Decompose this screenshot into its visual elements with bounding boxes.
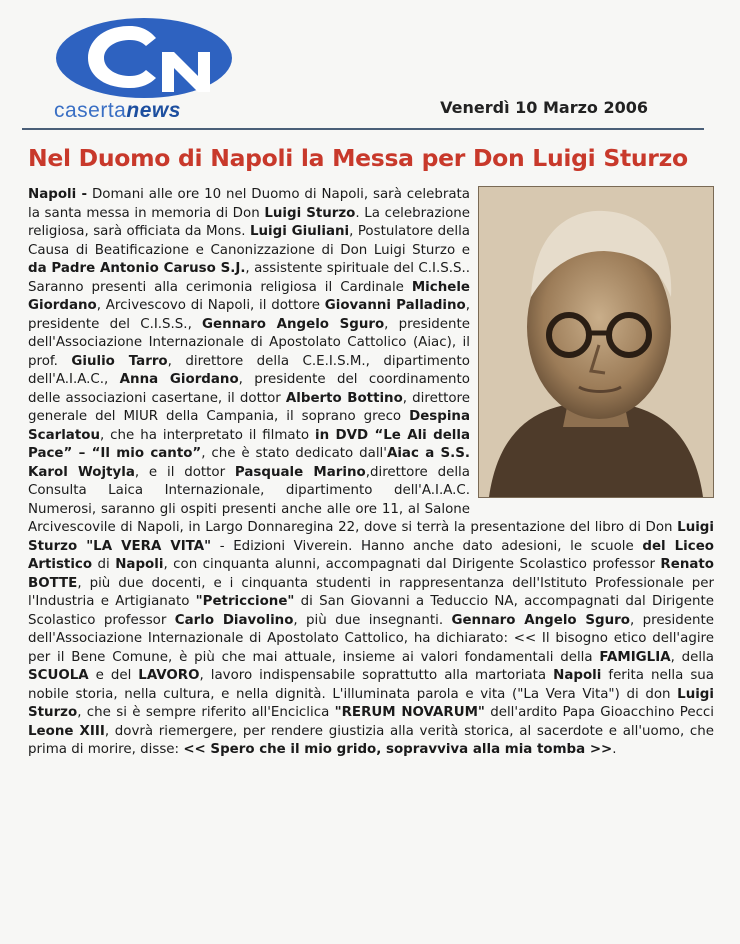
article-span: - Edizioni Viverein. Hanno anche dato adesioni, le scuole (211, 538, 643, 554)
article-span: del Liceo Artistico (28, 538, 714, 572)
article-span: Giulio Tarro (71, 353, 168, 369)
article-span: << Spero che il mio grido, sopravviva alla mia tomba >> (183, 742, 613, 757)
article-span: , dovrà riemergere, per rendere giustizia alla verità storica, al sacerdote e all'uomo, che prima di morire, disse: (28, 723, 714, 757)
cn-logo-icon (52, 12, 252, 102)
article-span: Luigi Sturzo "LA VERA VITA" (28, 520, 714, 554)
article-span: di (92, 557, 116, 572)
article-span: Domani alle ore 10 nel Duomo di Napoli, sarà celebrata la santa messa in memoria di Don (28, 187, 471, 221)
article-span: Napoli (553, 668, 602, 683)
article-span: Luigi Sturzo (28, 686, 714, 720)
article-span: Luigi Sturzo (264, 205, 356, 221)
article-span: Renato BOTTE (28, 557, 714, 591)
issue-date: Venerdì 10 Marzo 2006 (440, 98, 648, 117)
article-span: Luigi Giuliani (249, 224, 350, 239)
article-span: , Postulatore della Causa di Beatificazione e Canonizzazione di Don Luigi Sturzo e (28, 224, 470, 258)
article-span: Napoli - (28, 187, 88, 202)
logo-wordmark (54, 99, 181, 123)
article-span: , che è stato dedicato dall' (201, 446, 387, 461)
article-span: Pasquale Marino (234, 464, 366, 480)
article-span: , più due insegnanti. (293, 612, 452, 628)
article-span: LAVORO (138, 668, 200, 683)
article-span: Aiac a S.S. Karol Wojtyla (28, 446, 470, 480)
article-span: , direttore generale del MIUR della Campania, il soprano greco (28, 390, 470, 424)
logo-word-light: caserta (54, 99, 127, 122)
article-span: , e il dottor (134, 464, 235, 480)
article-headline: Nel Duomo di Napoli la Messa per Don Luigi Sturzo (28, 144, 688, 172)
article-span: di San Giovanni a Teduccio NA, accompagnati dal Dirigente Scolastico professor (28, 594, 714, 628)
article-span: in DVD “Le Ali della Pace” – “Il mio canto” (28, 427, 470, 461)
article-span: Michele Giordano (28, 279, 470, 313)
article-span: Despina Scarlatou (28, 409, 470, 443)
article-span: da Padre Antonio Caruso S.J. (28, 261, 246, 276)
article-span: Anna Giordano (119, 372, 239, 387)
article-body (28, 186, 714, 760)
article-span: Alberto Bottino (285, 390, 403, 406)
article-span: ,direttore della Consulta Laica Internazionale, dipartimento dell'A.I.A.C. Numerosi, saranno gli ospiti presenti anche alle ore 11, al Salone Arcivescovile di Napoli, in Largo Donnaregina 22, dove si terrà la presentazione del libro di Don (28, 464, 678, 535)
article-span: Carlo Diavolino (174, 612, 294, 628)
article-span: , che ha interpretato il filmato (99, 427, 316, 443)
header-divider (22, 128, 704, 130)
article-span: e del (88, 668, 139, 683)
logo-word-bold: news (126, 99, 181, 122)
article-span: , direttore della C.E.I.S.M., dipartimento dell'A.I.A.C., (28, 353, 470, 387)
article-span: , con cinquanta alunni, accompagnati dal Dirigente Scolastico professor (163, 557, 661, 572)
article-span: Gennaro Angelo Sguro (451, 612, 630, 628)
article-span: , lavoro indispensabile soprattutto alla martoriata (199, 668, 554, 683)
article-span: , presidente del C.I.S.S., (28, 298, 470, 332)
article-span: Gennaro Angelo Sguro (202, 316, 385, 332)
article-span: ferita nella sua nobile storia, nella cultura, e nella dignità. L'illuminata parola e vita ("La Vera Vita") di don (28, 668, 715, 702)
article-span: , Arcivescovo di Napoli, il dottore (96, 298, 325, 313)
article-span: FAMIGLIA (599, 649, 671, 665)
article-span: "Petriccione" (195, 594, 295, 609)
article-span: , presidente dell'Associazione Internazionale di Apostolato Cattolico, ha dichiarato: << Il bisogno etico dell'agire per il Bene Comune, è più che mai attuale, insieme ai valori fondamentali della (28, 612, 714, 665)
article-span: dell'ardito Papa Gioacchino Pecci (484, 705, 715, 720)
article-span: , più due docenti, e i cinquanta studenti in rappresentanza dell'Istituto Professionale per l'Industria e Artigianato (28, 575, 714, 609)
article-span: , presidente dell'Associazione Internazionale di Apostolato Cattolico (Aiac), il prof. (28, 316, 470, 369)
article-span: . (612, 742, 617, 757)
article-span: , presidente del coordinamento delle associazioni casertane, il dottor (28, 372, 470, 406)
article-span: , che si è sempre riferito all'Enciclica (77, 705, 335, 720)
article-span: Giovanni Palladino (324, 298, 466, 313)
article-span: Napoli (115, 557, 164, 572)
article-span: "RERUM NOVARUM" (334, 705, 485, 720)
casertanews-logo (52, 12, 252, 120)
article-span: , della (670, 649, 714, 665)
article-span: , assistente spirituale del C.I.S.S.. Saranno presenti alla cerimonia religiosa il Cardinale (28, 261, 470, 295)
article-span: SCUOLA (28, 668, 89, 683)
article-span: Leone XIII (28, 723, 105, 739)
article-span: . La celebrazione religiosa, sarà officiata da Mons. (28, 205, 471, 239)
